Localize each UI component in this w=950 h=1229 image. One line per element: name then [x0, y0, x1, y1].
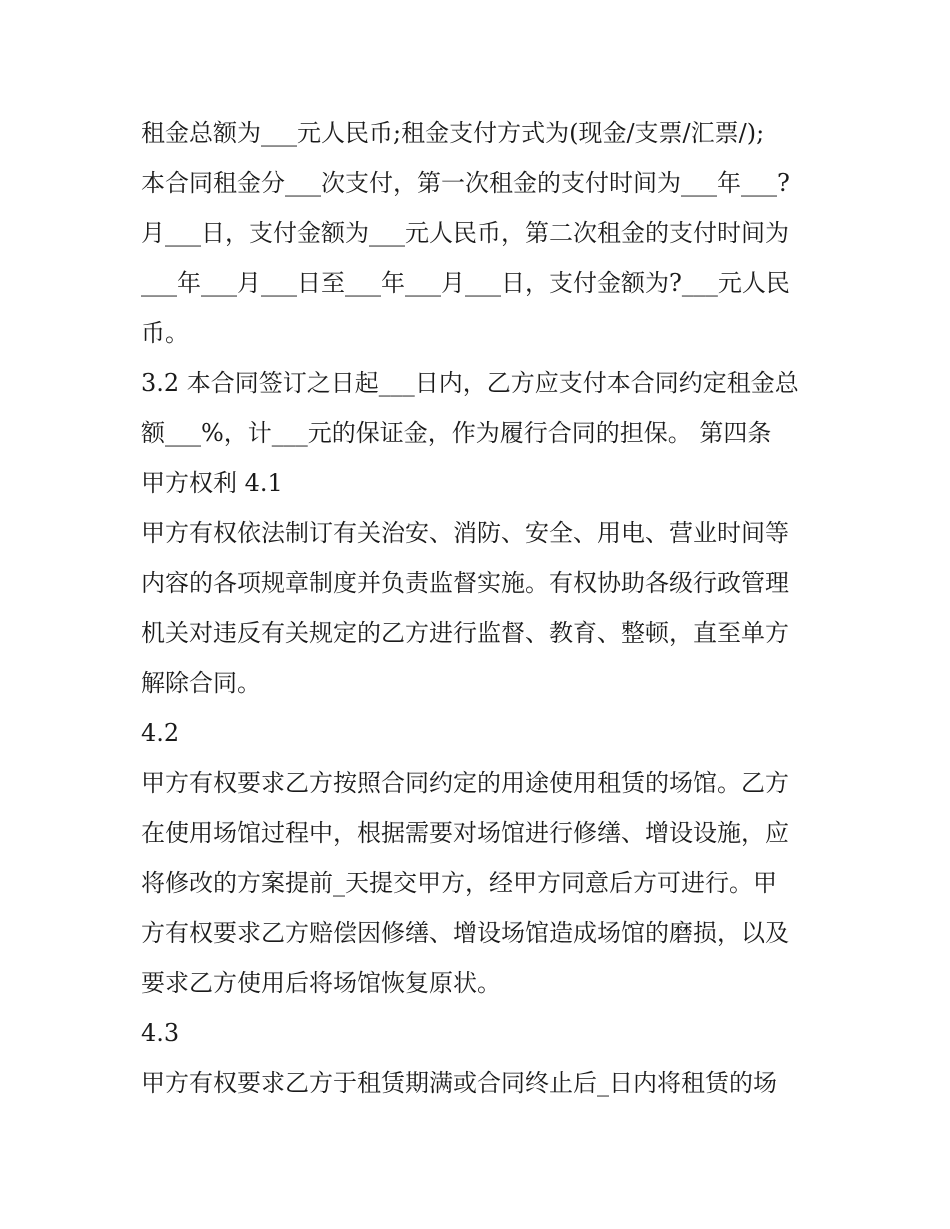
text-line: 要求乙方使用后将场馆恢复原状。 — [141, 969, 501, 997]
text-line: ___年___月___日至___年___月___日，支付金额为?___元人民 — [141, 269, 790, 297]
text-line: 月___日，支付金额为___元人民币，第二次租金的支付时间为 — [141, 219, 789, 247]
text-line: 甲方有权要求乙方于租赁期满或合同终止后_日内将租赁的场 — [141, 1069, 777, 1097]
text-line: 在使用场馆过程中，根据需要对场馆进行修缮、增设设施，应 — [141, 819, 789, 847]
text-line: 将修改的方案提前_天提交甲方，经甲方同意后方可进行。甲 — [141, 869, 777, 897]
text-line: 租金总额为___元人民币;租金支付方式为(现金/支票/汇票/); — [141, 119, 765, 147]
text-line: 方有权要求乙方赔偿因修缮、增设场馆造成场馆的磨损，以及 — [141, 919, 789, 947]
text-line: 内容的各项规章制度并负责监督实施。有权协助各级行政管理 — [141, 569, 789, 597]
clause-3-2-line: 3.2 本合同签订之日起___日内，乙方应支付本合同约定租金总 — [141, 369, 799, 397]
text-line: 额___%，计___元的保证金，作为履行合同的担保。 第四条 — [141, 419, 772, 447]
text-line: 甲方有权依法制订有关治安、消防、安全、用电、营业时间等 — [141, 519, 789, 547]
clause-4-1-heading: 甲方权利 4.1 — [141, 469, 283, 497]
text-line: 本合同租金分___次支付，第一次租金的支付时间为___年___? — [141, 169, 790, 197]
document-body — [141, 108, 821, 1108]
text-line: 币。 — [141, 319, 189, 347]
clause-4-2-heading: 4.2 — [141, 719, 180, 747]
text-line: 甲方有权要求乙方按照合同约定的用途使用租赁的场馆。乙方 — [141, 769, 789, 797]
text-line: 机关对违反有关规定的乙方进行监督、教育、整顿，直至单方 — [141, 619, 789, 647]
text-line: 解除合同。 — [141, 669, 261, 697]
clause-4-3-heading: 4.3 — [141, 1019, 180, 1047]
